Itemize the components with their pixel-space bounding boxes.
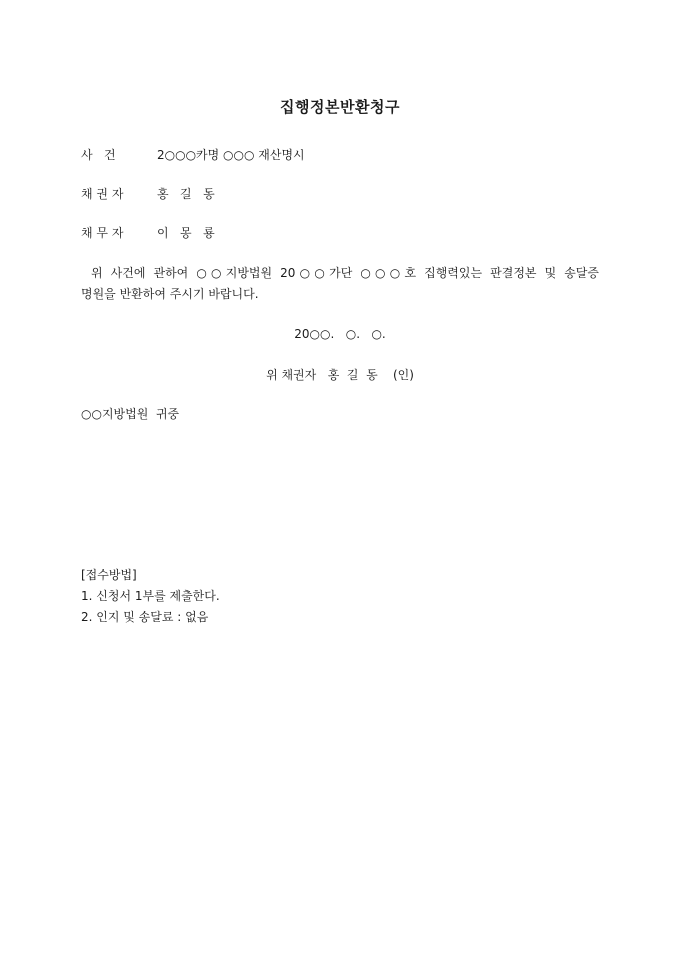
creditor-name: 홍 길 동 xyxy=(157,187,215,201)
notes-item-1: 1. 신청서 1부를 제출한다. xyxy=(81,589,220,603)
document-title: 집행정본반환청구 xyxy=(280,98,400,116)
case-value: 2○○○카명 ○○○ 재산명시 xyxy=(157,148,305,162)
filing-notes xyxy=(81,565,220,628)
notes-item-2: 2. 인지 및 송달료 : 없음 xyxy=(81,610,209,624)
debtor-name: 이 몽 룡 xyxy=(157,226,215,240)
creditor-label: 채 권 자 xyxy=(81,187,124,201)
case-label: 사 건 xyxy=(81,148,116,162)
request-line-1: 위 사건에 관하여 ○○지방법원 20○○가단 ○○○호 집행력있는 판결정본 및 송달증 xyxy=(91,266,599,280)
signer-line: 위 채권자 홍 길 동 (인) xyxy=(266,368,414,382)
court-addressee: ○○지방법원 귀중 xyxy=(81,407,180,421)
request-paragraph xyxy=(81,263,599,305)
request-line-2: 명원을 반환하여 주시기 바랍니다. xyxy=(81,287,259,301)
notes-header: [접수방법] xyxy=(81,568,137,582)
document-date: 20○○. ○. ○. xyxy=(294,327,386,341)
debtor-label: 채 무 자 xyxy=(81,226,124,240)
